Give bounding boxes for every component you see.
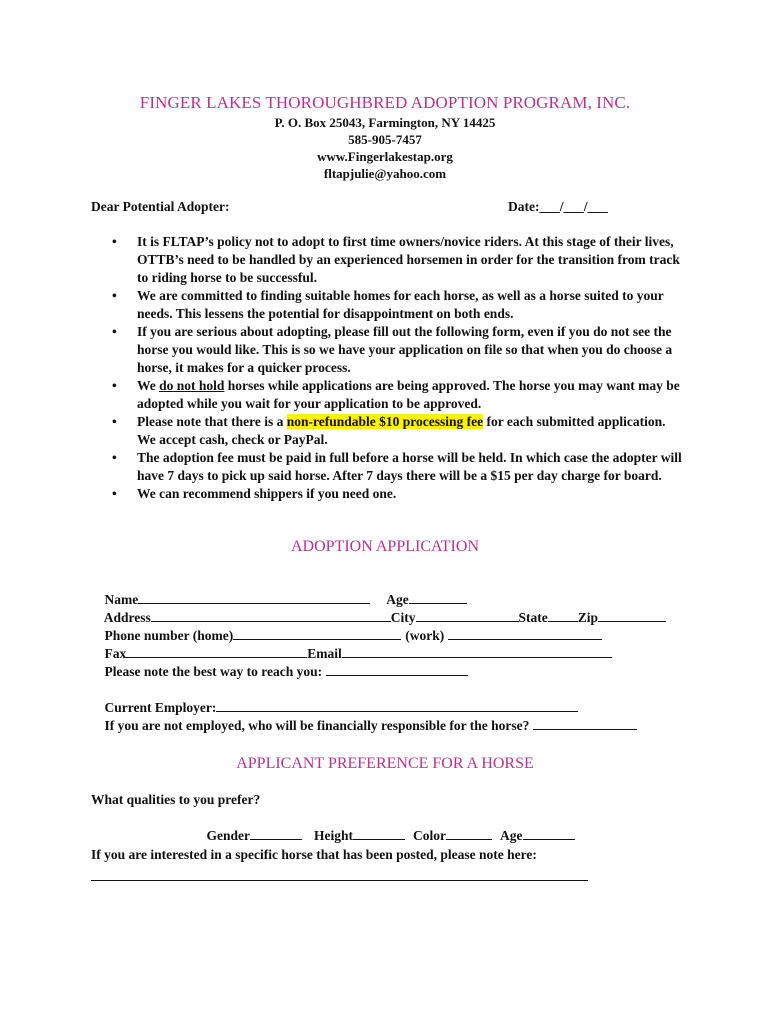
highlighted-fee: non-refundable $10 processing fee [286, 414, 484, 429]
policy-item: • If you are serious about adopting, please fill out the following form, even if you do not see the horse you would like. This is so we have your application on file so that when you do choose a horse, it makes for a quicker process. [112, 324, 673, 375]
specific-horse-label: If you are interested in a specific horse that has been posted, please note here: [91, 847, 537, 862]
email-label: Email [307, 646, 342, 661]
color-field[interactable] [446, 827, 492, 840]
age-label: Age [386, 592, 409, 607]
state-label: State [518, 610, 548, 625]
color-label: Color [413, 828, 446, 843]
bullet-icon: • [112, 378, 117, 393]
policy-item: • Please note that there is a non-refundable $10 processing fee for each submitted application. We accept cash, check or PayPal. [112, 414, 666, 447]
bullet-icon: • [112, 324, 117, 339]
phone-work-label: (work) [405, 628, 445, 643]
bullet-icon: • [112, 486, 117, 501]
qualities-label: What qualities to you prefer? [91, 792, 261, 807]
phone-home-label: Phone number (home) [104, 628, 234, 643]
fax-label: Fax [104, 646, 127, 661]
policy-list [112, 233, 687, 503]
best-way-label: Please note the best way to reach you: [104, 664, 323, 679]
bullet-icon: • [112, 288, 117, 303]
bullet-icon: • [112, 234, 117, 249]
bullet-icon: • [112, 414, 117, 429]
salutation: Dear Potential Adopter: [91, 199, 230, 214]
org-website: www.Fingerlakestap.org [317, 149, 453, 164]
pref-age-field[interactable] [523, 827, 575, 840]
specific-horse-field[interactable] [91, 880, 588, 881]
underlined-text: do not hold [159, 378, 225, 393]
pref-age-label: Age [500, 828, 523, 843]
not-employed-label: If you are not employed, who will be financially responsible for the horse? [104, 718, 530, 733]
height-label: Height [314, 828, 353, 843]
org-phone: 585-905-7457 [348, 132, 422, 147]
name-label: Name [104, 592, 139, 607]
preference-title: APPLICANT PREFERENCE FOR A HORSE [236, 755, 534, 772]
city-label: City [390, 610, 416, 625]
not-employed-row [91, 701, 637, 750]
employer-label: Current Employer: [104, 700, 217, 715]
bullet-icon: • [112, 450, 117, 465]
org-title: FINGER LAKES THOROUGHBRED ADOPTION PROGRAM, INC. [139, 93, 631, 112]
policy-item: • It is FLTAP’s policy not to adopt to first time owners/novice riders. At this stage of their lives, OTTB’s need to be handled by an experienced horsemen in order for the transition from track to riding horse to be successful. [112, 234, 680, 285]
zip-label: Zip [577, 610, 599, 625]
org-address: P. O. Box 25043, Farmington, NY 14425 [274, 115, 496, 130]
gender-label: Gender [206, 828, 250, 843]
address-label: Address [103, 610, 151, 625]
policy-item: • We can recommend shippers if you need one. [112, 486, 397, 501]
policy-item: • We are committed to finding suitable homes for each horse, as well as a horse suited to your needs. This lessens the potential for disappointment on both ends. [112, 288, 664, 321]
zip-field[interactable] [598, 609, 666, 622]
best-way-field[interactable] [326, 663, 468, 676]
policy-item: • The adoption fee must be paid in full before a horse will be held. In which case the adopter will have 7 days to pick up said horse. After 7 days there will be a $15 per day charge for board. [112, 450, 682, 483]
gender-field[interactable] [250, 827, 302, 840]
height-field[interactable] [353, 827, 405, 840]
responsible-party-field[interactable] [533, 717, 637, 730]
date-field[interactable]: Date:___/___/___ [508, 199, 608, 214]
application-title: ADOPTION APPLICATION [290, 538, 479, 555]
org-email: fltapjulie@yahoo.com [323, 166, 447, 181]
policy-item: • We do not hold horses while applications are being approved. The horse you may want may be adopted while you wait for your application to be approved. [112, 378, 680, 411]
